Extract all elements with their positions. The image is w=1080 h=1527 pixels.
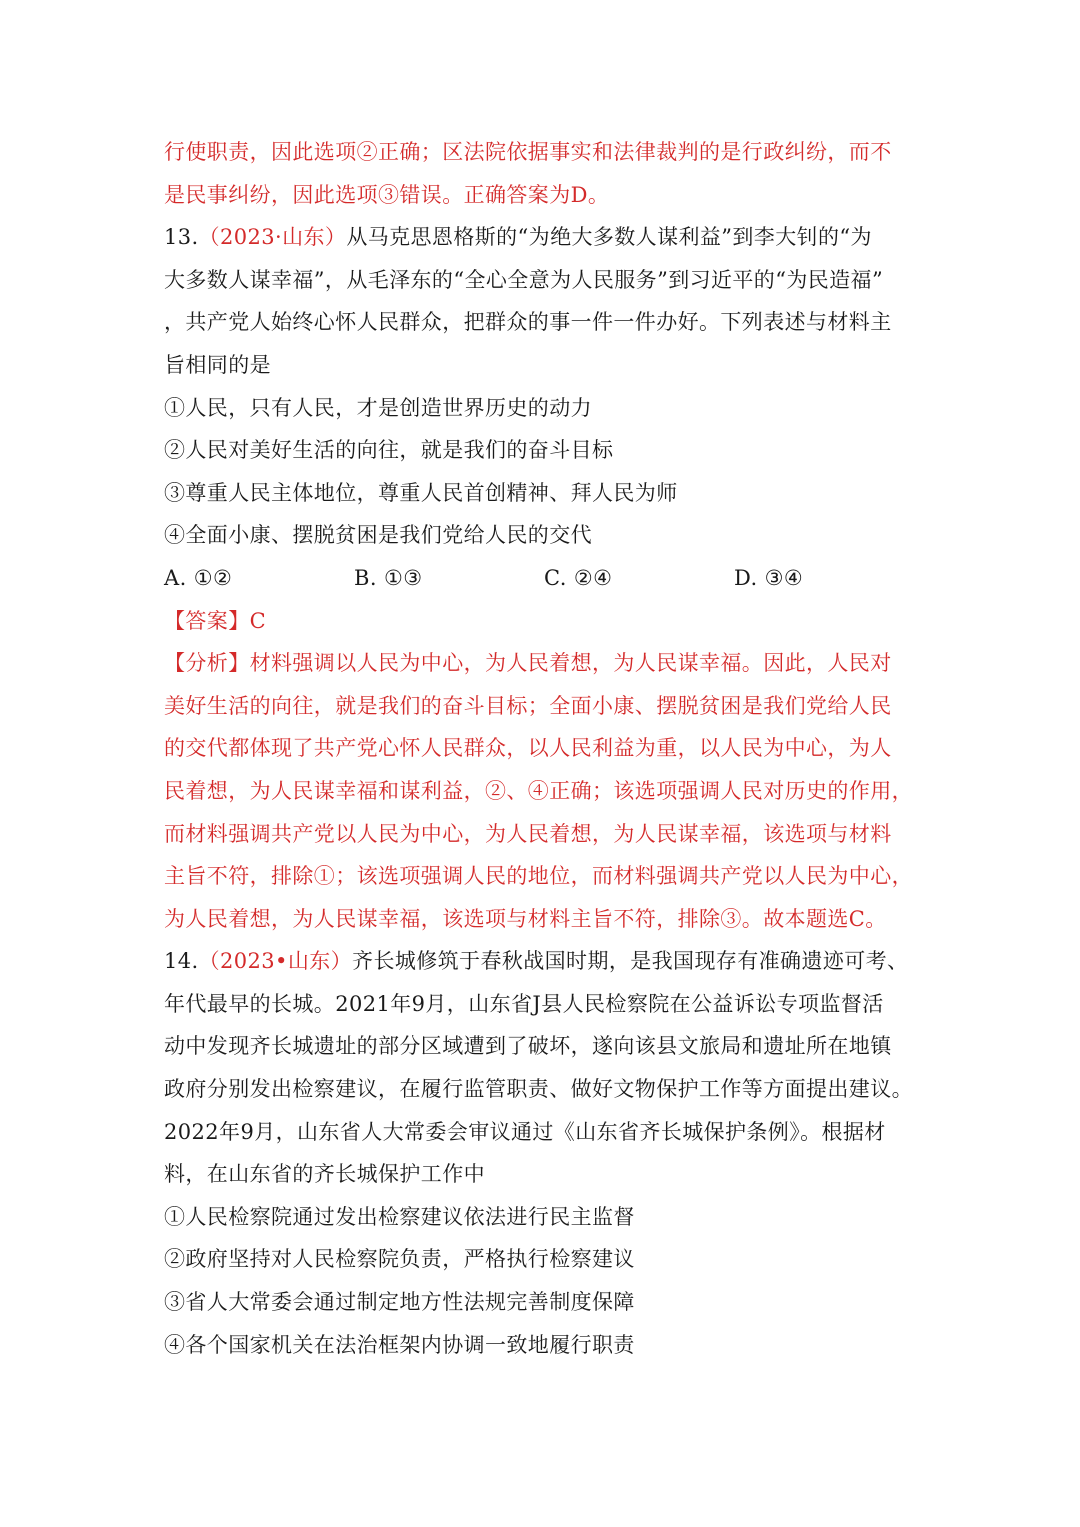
q14-statement-4: ④各个国家机关在法治框架内协调一致地履行职责 bbox=[164, 1332, 635, 1357]
prev-analysis-line-1: 行使职责，因此选项②正确；区法院依据事实和法律裁判的是行政纠纷，而不 bbox=[164, 140, 892, 164]
q13-option-b: B. ①③ bbox=[354, 565, 423, 590]
q13-source: （2023·山东） bbox=[198, 225, 347, 250]
q14-stem-line-4: 政府分别发出检察建议，在履行监管职责、做好文物保护工作等方面提出建议。 bbox=[164, 1077, 913, 1102]
q13-option-a: A. ①② bbox=[164, 565, 233, 590]
q13-statement-3: ③尊重人民主体地位，尊重人民首创精神、拜人民为师 bbox=[164, 480, 678, 505]
q14-source: （2023•山东） bbox=[198, 949, 353, 974]
q13-statement-1: ①人民，只有人民，才是创造世界历史的动力 bbox=[164, 395, 592, 420]
q13-statement-4: ④全面小康、摆脱贫困是我们党给人民的交代 bbox=[164, 523, 592, 548]
q14-stem-line-6: 料，在山东省的齐长城保护工作中 bbox=[164, 1162, 485, 1187]
q13-analysis-line-2: 美好生活的向往，就是我们的奋斗目标；全面小康、摆脱贫困是我们党给人民 bbox=[164, 693, 892, 718]
q13-statement-2: ②人民对美好生活的向往，就是我们的奋斗目标 bbox=[164, 438, 614, 463]
q14-stem-line-3: 动中发现齐长城遗址的部分区域遭到了破坏，遂向该县文旅局和遗址所在地镇 bbox=[164, 1034, 892, 1059]
q13-analysis-line-1 bbox=[164, 642, 924, 685]
q13-stem-line-2: 大多数人谋幸福”，从毛泽东的“全心全意为人民服务”到习近平的“为民造福” bbox=[164, 267, 884, 292]
q13-analysis-line-4: 民着想，为人民谋幸福和谋利益，②、④正确；该选项强调人民对历史的作用， bbox=[164, 778, 913, 803]
q13-analysis-start: 材料强调以人民为中心，为人民着想，为人民谋幸福。因此，人民对 bbox=[249, 651, 892, 676]
q14-statement-2: ②政府坚持对人民检察院负责，严格执行检察建议 bbox=[164, 1247, 635, 1272]
q13-stem-line-1 bbox=[164, 216, 924, 259]
q13-analysis-line-3: 的交代都体现了共产党心怀人民群众，以人民利益为重，以人民为中心，为人 bbox=[164, 736, 892, 761]
q13-answer-value: C bbox=[249, 608, 267, 633]
q13-number: 13. bbox=[164, 225, 199, 250]
q14-stem-line-5: 2022年9月，山东省人大常委会审议通过《山东省齐长城保护条例》。根据材 bbox=[164, 1119, 886, 1144]
q14-stem-start: 齐长城修筑于春秋战国时期，是我国现存有准确遗迹可考、 bbox=[352, 949, 909, 974]
q13-options bbox=[164, 557, 924, 600]
q14-statement-1: ①人民检察院通过发出检察建议依法进行民主监督 bbox=[164, 1204, 635, 1229]
q14-stem-line-1 bbox=[164, 940, 924, 983]
q13-stem-start: 从马克思恩格斯的“为绝大多数人谋利益”到李大钊的“为 bbox=[346, 225, 872, 250]
q13-answer-label: 【答案】 bbox=[164, 608, 250, 633]
q13-answer bbox=[164, 600, 924, 643]
q14-number: 14. bbox=[164, 949, 199, 974]
q13-option-d: D. ③④ bbox=[734, 565, 804, 590]
q14-statement-3: ③省人大常委会通过制定地方性法规完善制度保障 bbox=[164, 1290, 635, 1315]
prev-analysis-line-2: 是民事纠纷，因此选项③错误。正确答案为D。 bbox=[164, 182, 610, 207]
q13-analysis-line-6: 主旨不符，排除①；该选项强调人民的地位，而材料强调共产党以人民为中心， bbox=[164, 864, 913, 889]
q13-analysis-line-7: 为人民着想，为人民谋幸福，该选项与材料主旨不符，排除③。故本题选C。 bbox=[164, 906, 887, 931]
page-content bbox=[164, 131, 924, 1366]
q13-stem-line-3: ，共产党人始终心怀人民群众，把群众的事一件一件办好。下列表述与材料主 bbox=[164, 310, 892, 335]
q13-analysis-line-5: 而材料强调共产党以人民为中心，为人民着想，为人民谋幸福，该选项与材料 bbox=[164, 821, 892, 846]
q13-stem-line-4: 旨相同的是 bbox=[164, 352, 271, 377]
q13-analysis-label: 【分析】 bbox=[164, 651, 250, 676]
q14-stem-line-2: 年代最早的长城。2021年9月，山东省J县人民检察院在公益诉讼专项监督活 bbox=[164, 991, 884, 1016]
q13-option-c: C. ②④ bbox=[544, 565, 613, 590]
